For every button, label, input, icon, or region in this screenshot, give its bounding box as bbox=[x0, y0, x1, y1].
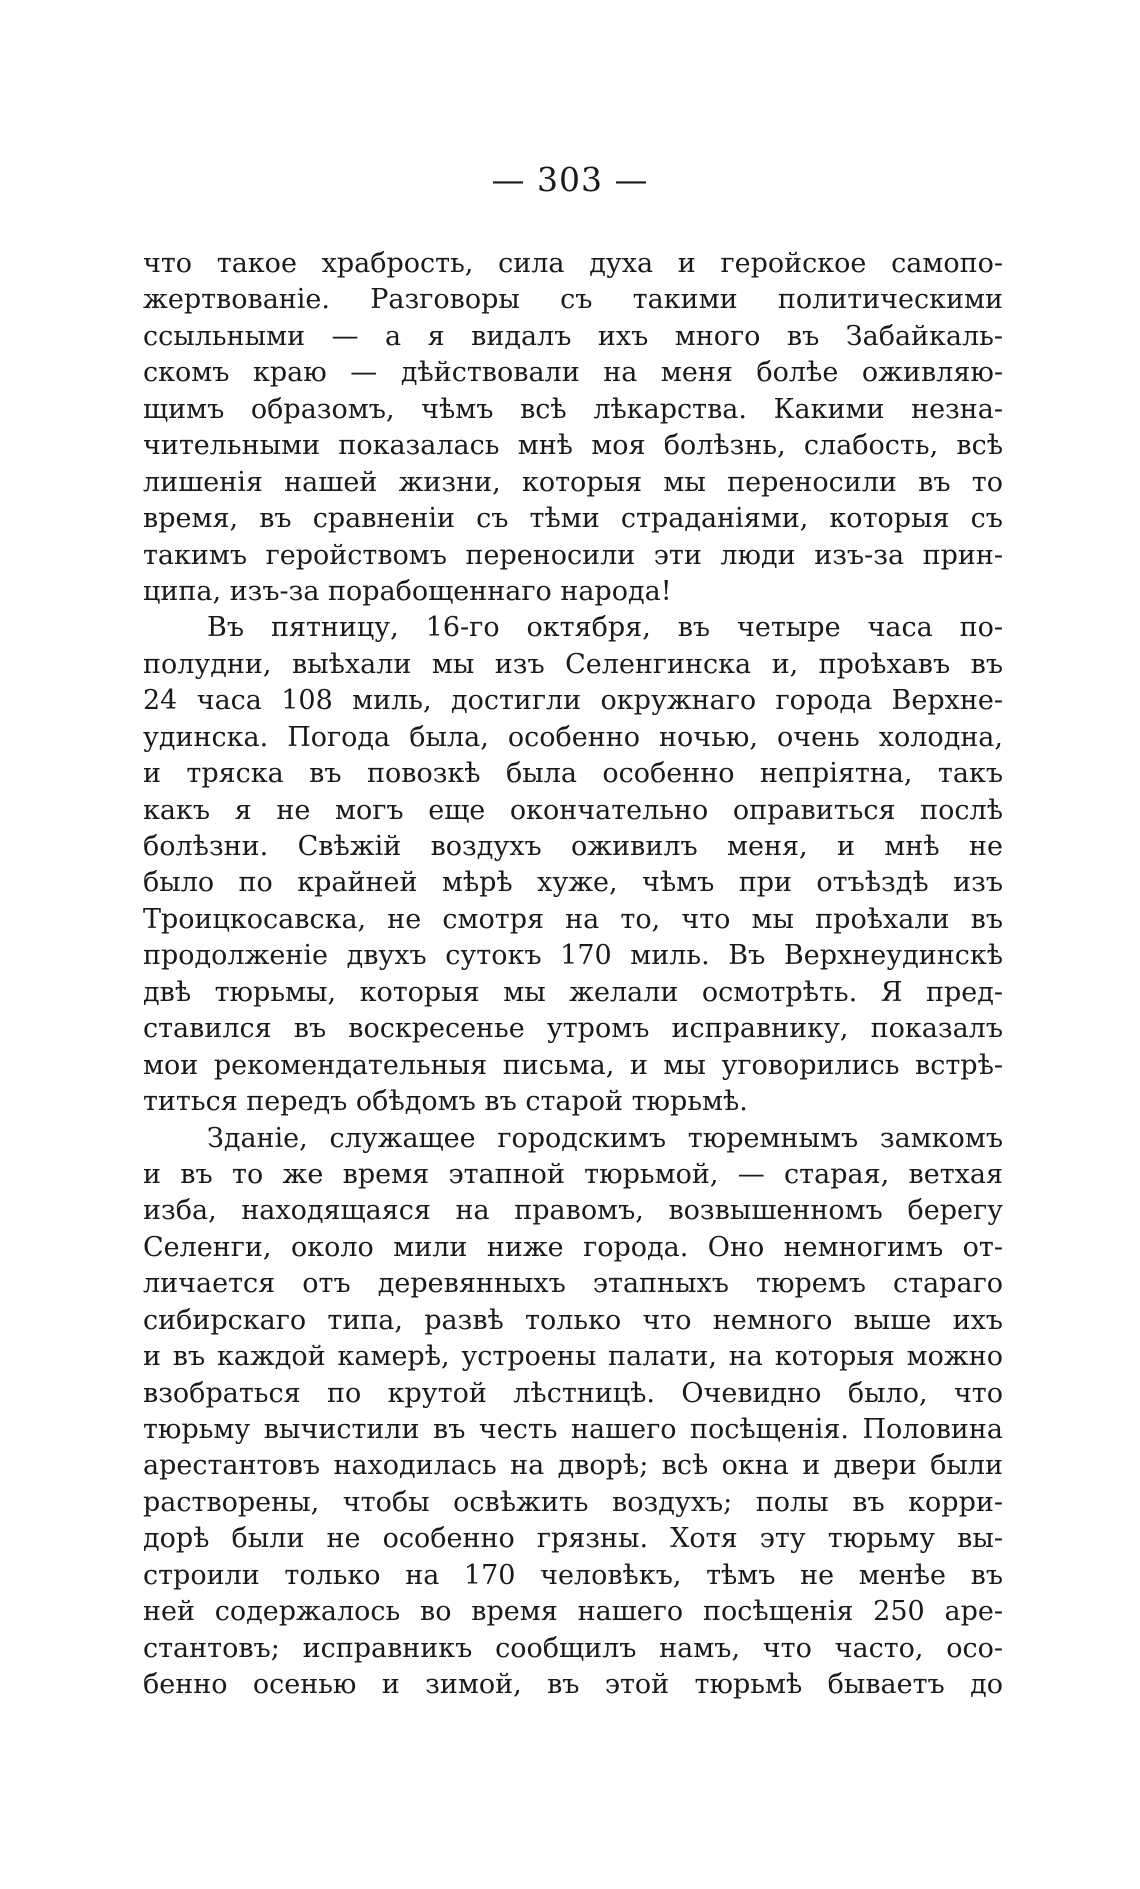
text-line: и въ каждой камерѣ, устроены палати, на которыя можно bbox=[143, 1341, 1003, 1373]
text-line: мои рекомендательныя письма, и мы уговорились встрѣ- bbox=[143, 1049, 1003, 1081]
text-line: титься передъ обѣдомъ въ старой тюрьмѣ. bbox=[143, 1086, 748, 1118]
text-line: Троицкосавска, не смотря на то, что мы проѣхали въ bbox=[143, 903, 1003, 935]
text-line: двѣ тюрьмы, которыя мы желали осмотрѣть. Я пред- bbox=[143, 976, 1003, 1008]
text-line: взобраться по крутой лѣстницѣ. Очевидно было, что bbox=[143, 1377, 1003, 1409]
text-line: лишенія нашей жизни, которыя мы переносили въ то bbox=[143, 466, 1003, 498]
text-line: бенно осенью и зимой, въ этой тюрьмѣ бываетъ до bbox=[143, 1669, 1003, 1701]
text-line: стантовъ; исправникъ сообщилъ намъ, что часто, осо- bbox=[143, 1632, 1003, 1664]
text-line: чительными показалась мнѣ моя болѣзнь, слабость, всѣ bbox=[143, 430, 1003, 462]
text-line: что такое храбрость, сила духа и геройское самопо- bbox=[143, 248, 1003, 279]
text-line: Селенги, около мили ниже города. Оно немногимъ от- bbox=[143, 1231, 1003, 1263]
text-line: дорѣ были не особенно грязны. Хотя эту тюрьму вы- bbox=[143, 1523, 1003, 1555]
text-line: растворены, чтобы освѣжить воздухъ; полы въ корри- bbox=[143, 1486, 1003, 1518]
text-line: продолженіе двухъ сутокъ 170 миль. Въ Верхнеудинскѣ bbox=[143, 940, 1003, 972]
text-line: жертвованіе. Разговоры съ такими политическими bbox=[143, 284, 1003, 316]
text-line: арестантовъ находилась на дворѣ; всѣ окна и двери были bbox=[143, 1450, 1003, 1482]
text-line: 24 часа 108 миль, достигли окружнаго города Верхне- bbox=[143, 685, 1003, 717]
text-line: ней содержалось во время нашего посѣщенія 250 аре- bbox=[143, 1596, 1003, 1628]
text-line: какъ я не могъ еще окончательно оправиться послѣ bbox=[143, 794, 1003, 826]
text-line: и въ то же время этапной тюрьмой, — старая, ветхая bbox=[143, 1158, 1003, 1190]
text-line: удинска. Погода была, особенно ночью, очень холодна, bbox=[143, 721, 1003, 753]
text-line: сибирскаго типа, развѣ только что немного выше ихъ bbox=[143, 1304, 1003, 1336]
text-line: время, въ сравненіи съ тѣми страданіями, которыя съ bbox=[143, 503, 1003, 535]
text-line: изба, находящаяся на правомъ, возвышенномъ берегу bbox=[143, 1195, 1003, 1227]
text-line: Зданіе, служащее городскимъ тюремнымъ замкомъ bbox=[207, 1122, 1003, 1154]
text-line: такимъ геройствомъ переносили эти люди изъ-за прин- bbox=[143, 539, 1003, 571]
text-line: тюрьму вычистили въ честь нашего посѣщенія. Половина bbox=[143, 1414, 1003, 1445]
text-line: щимъ образомъ, чѣмъ всѣ лѣкарства. Какими незна- bbox=[143, 393, 1003, 425]
text-line: личается отъ деревянныхъ этапныхъ тюремъ стараго bbox=[143, 1268, 1003, 1300]
text-line: и тряска въ повозкѣ была особенно непріятна, такъ bbox=[143, 758, 1003, 790]
text-line: болѣзни. Свѣжій воздухъ оживилъ меня, и мнѣ не bbox=[143, 831, 1003, 862]
page-number: — 303 — bbox=[491, 160, 649, 199]
body-text bbox=[143, 246, 1003, 1704]
text-line: скомъ краю — дѣйствовали на меня болѣе оживляю- bbox=[143, 357, 1003, 389]
text-line: полудни, выѣхали мы изъ Селенгинска и, проѣхавъ въ bbox=[143, 648, 1003, 680]
text-line: ссыльными — а я видалъ ихъ много въ Забайкаль- bbox=[143, 320, 1003, 352]
text-line: ставился въ воскресенье утромъ исправнику, показалъ bbox=[143, 1013, 1003, 1045]
text-line: было по крайней мѣрѣ хуже, чѣмъ при отъѣздѣ изъ bbox=[143, 867, 1003, 899]
text-line: ципа, изъ-за порабощеннаго народа! bbox=[143, 575, 672, 607]
text-line: Въ пятницу, 16-го октября, въ четыре часа по- bbox=[207, 612, 1003, 644]
text-line: строили только на 170 человѣкъ, тѣмъ не менѣе въ bbox=[143, 1559, 1003, 1591]
